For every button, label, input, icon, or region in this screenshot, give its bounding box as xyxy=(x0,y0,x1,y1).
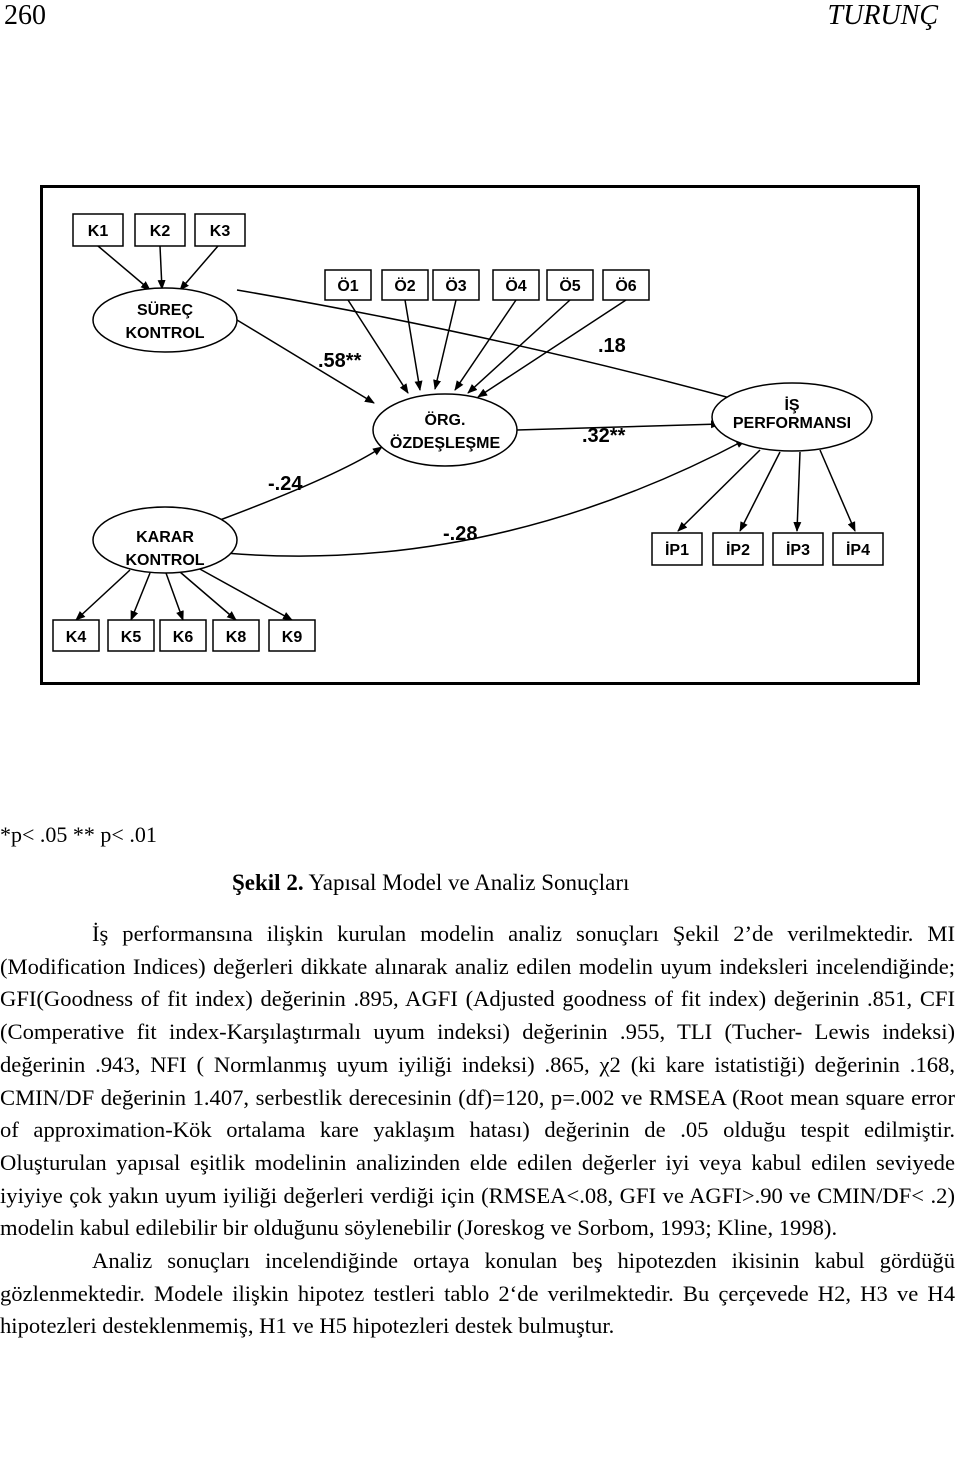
paragraph: Analiz sonuçları incelendiğinde ortaya konulan beş hipotezden ikisinin kabul gördüğü gözlenmektedir. Modele ilişkin hipotez testleri tablo 2‘de verilmektedir. Bu çerçevede H2, H3 ve H4 hipotezleri desteklenmemiş, H1 ve H5 hipotezleri destek bulmuştur. xyxy=(0,1248,955,1339)
indicator-label-ip1: İP1 xyxy=(664,542,690,559)
indicator-label-o2: Ö2 xyxy=(394,278,416,295)
coef-karar-to-performans: -.28 xyxy=(443,523,478,545)
karar-kontrol-label-2: KONTROL xyxy=(125,552,205,569)
significance-note: *p< .05 ** p< .01 xyxy=(0,822,157,847)
is-performansi-label-2: PERFORMANSI xyxy=(732,415,852,432)
org-ozdeslesme-label-1: ÖRG. xyxy=(424,412,466,429)
indicator-label-o5: Ö5 xyxy=(559,278,581,295)
coef-org-to-performans: .32** xyxy=(582,425,626,447)
surec-kontrol-label-2: KONTROL xyxy=(125,325,205,342)
indicator-label-k9: K9 xyxy=(281,629,303,646)
page-number: 260 xyxy=(4,0,46,31)
indicator-label-ip2: İP2 xyxy=(725,542,751,559)
org-indicator-arrows xyxy=(348,300,626,397)
indicator-label-k8: K8 xyxy=(225,629,247,646)
indicator-label-k6: K6 xyxy=(172,629,194,646)
indicator-label-o3: Ö3 xyxy=(445,278,467,295)
karar-indicator-arrows xyxy=(76,568,292,620)
indicator-label-k1: K1 xyxy=(87,223,109,240)
indicator-label-k3: K3 xyxy=(209,223,231,240)
path-diagram xyxy=(40,185,920,685)
indicator-label-k4: K4 xyxy=(65,629,87,646)
coef-karar-to-org: -.24 xyxy=(268,473,303,495)
indicator-label-o4: Ö4 xyxy=(505,278,527,295)
caption-label: Şekil 2. xyxy=(232,870,304,895)
indicator-label-k5: K5 xyxy=(120,629,142,646)
performans-indicator-arrows xyxy=(678,450,855,531)
surec-indicator-arrows xyxy=(98,246,218,290)
path-surec-to-performans xyxy=(237,290,745,402)
coef-surec-to-org: .58** xyxy=(318,350,362,372)
running-title: TURUNÇ xyxy=(827,0,938,31)
caption-text: Yapısal Model ve Analiz Sonuçları xyxy=(303,870,630,895)
org-ozdeslesme-label-2: ÖZDEŞLEŞME xyxy=(389,435,501,452)
indicator-label-o1: Ö1 xyxy=(337,278,359,295)
indicator-label-ip3: İP3 xyxy=(785,542,811,559)
body-text xyxy=(0,918,955,1343)
karar-kontrol-label-1: KARAR xyxy=(136,529,194,546)
structural-model-figure xyxy=(40,185,920,685)
indicator-label-k2: K2 xyxy=(149,223,171,240)
figure-caption xyxy=(232,870,629,896)
coef-surec-to-performans: .18 xyxy=(598,335,626,357)
indicator-label-ip4: İP4 xyxy=(845,542,871,559)
is-performansi-label-1: İŞ xyxy=(784,397,800,414)
surec-kontrol-label-1: SÜREÇ xyxy=(136,302,194,319)
latent-surec-kontrol xyxy=(93,288,237,352)
indicator-label-o6: Ö6 xyxy=(615,278,637,295)
paragraph: İş performansına ilişkin kurulan modelin analiz sonuçları Şekil 2’de verilmektedir. MI (Modification Indices) değerleri dikkate alınarak analiz edilen modelin uyum indeksleri incelendiğinde; GFI(Goodness of fit index) değerinin .895, AGFI (Adjusted goodness of fit index) değerinin .851, CFI (Comperative fit index-Karşılaştırmalı uyum indeksi) değerinin .955, TLI (Tucher- Lewis indeksi) değerinin .943, NFI ( Normlanmış uyum iyiliği indeksi) .865, χ2 (ki kare istatistiği) değerinin .168, CMIN/DF değerinin 1.407, serbestlik derecesinin (df)=120, p=.002 ve RMSEA (Root mean square error of approximation-Kök ortalama kare yaklaşım hatası) değerinin de .05 olduğu tespit edilmiştir. Oluşturulan yapısal eşitlik modelinin analizinden elde edilen değerler iyi veya kabul edilen seviyede iyiyiye çok yakın uyum iyiliği değerleri verdiği için (RMSEA<.08, GFI ve AGFI>.90 ve CMIN/DF< .2) modelin kabul edilebilir bir olduğunu söylenebilir (Joreskog ve Sorbom, 1993; Kline, 1998). xyxy=(0,921,955,1241)
latent-org-ozdeslesme xyxy=(373,394,517,466)
